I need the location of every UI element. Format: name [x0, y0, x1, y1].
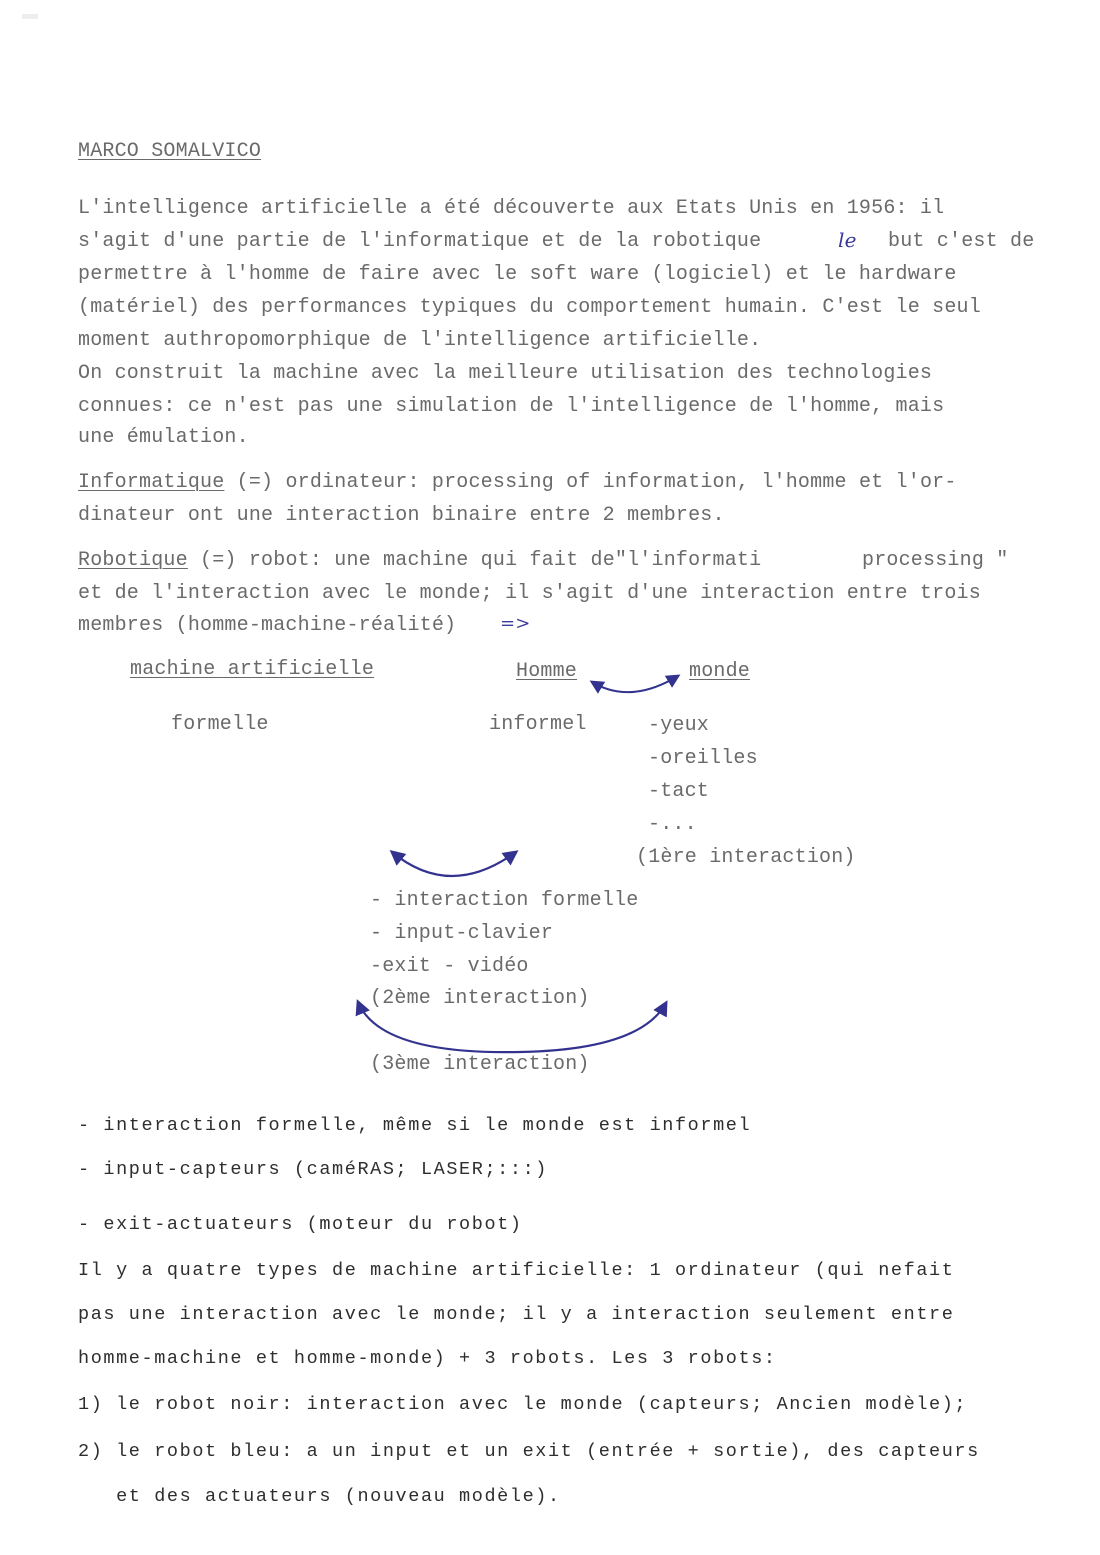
intro-line-7: connues: ce n'est pas une simulation de l'intelligence de l'homme, mais: [78, 395, 945, 418]
monde-header: monde: [689, 660, 751, 683]
types-para-line: pas une interaction avec le monde; il y a interaction seulement entre: [78, 1304, 955, 1325]
types-para-line: Il y a quatre types de machine artificielle: 1 ordinateur (qui nefait: [78, 1260, 955, 1281]
formelle-label: formelle: [171, 713, 269, 736]
second-list-item: - interaction formelle: [370, 889, 639, 912]
handwritten-arrow: =>: [500, 613, 531, 634]
intro-line-4: (matériel) des performances typiques du comportement humain. C'est le seul: [78, 296, 981, 319]
robotique-line-2: et de l'interaction avec le monde; il s'agit d'une interaction entre trois: [78, 582, 981, 605]
types-para-line: homme-machine et homme-monde) + 3 robots. Les 3 robots:: [78, 1348, 777, 1369]
intro-line-3: permettre à l'homme de faire avec le soft ware (logiciel) et le hardware: [78, 263, 957, 286]
bottom-item: - exit-actuateurs (moteur du robot): [78, 1214, 523, 1235]
sense-item: -tact: [648, 780, 710, 803]
scan-mark: [22, 14, 38, 19]
robotique-term: Robotique: [78, 549, 188, 572]
sense-item: -yeux: [648, 714, 710, 737]
bottom-item: - input-capteurs (caméRAS; LASER;:::): [78, 1159, 548, 1180]
informel-label: informel: [489, 713, 587, 736]
homme-header: Homme: [516, 660, 578, 683]
second-interaction-label: (2ème interaction): [370, 987, 590, 1010]
bottom-item: - interaction formelle, même si le monde est informel: [78, 1115, 752, 1136]
robotique-line-1: [78, 549, 761, 573]
robotique-rest: (=) robot: une machine qui fait de"l'informati: [187, 549, 762, 572]
sense-item: -oreilles: [648, 747, 758, 770]
author-name: MARCO SOMALVICO: [78, 140, 262, 163]
informatique-term: Informatique: [78, 471, 225, 494]
intro-line-6: On construit la machine avec la meilleure utilisation des technologies: [78, 362, 933, 385]
robotique-line-1b: processing ": [862, 549, 1009, 572]
robot-line: 2) le robot bleu: a un input et un exit (entrée + sortie), des capteurs: [78, 1441, 980, 1462]
machine-header: machine artificielle: [130, 658, 375, 681]
intro-line-1: L'intelligence artificielle a été découverte aux Etats Unis en 1956: il: [78, 197, 945, 220]
intro-line-2: s'agit d'une partie de l'informatique et de la robotique: [78, 230, 762, 253]
informatique-line-1: [78, 471, 957, 495]
second-list-item: - input-clavier: [370, 922, 554, 945]
second-list-item: -exit - vidéo: [370, 955, 529, 978]
informatique-rest: (=) ordinateur: processing of information, l'homme et l'or-: [224, 471, 957, 494]
robotique-line-3: membres (homme-machine-réalité): [78, 614, 457, 637]
first-interaction-label: (1ère interaction): [636, 846, 856, 869]
curved-arrow-icon: [392, 852, 516, 876]
intro-line-2b: but c'est de: [888, 230, 1035, 253]
intro-line-8: une émulation.: [78, 426, 249, 449]
robot-line: et des actuateurs (nouveau modèle).: [78, 1486, 561, 1507]
third-interaction-label: (3ème interaction): [370, 1053, 590, 1076]
robot-line: 1) le robot noir: interaction avec le monde (capteurs; Ancien modèle);: [78, 1394, 968, 1415]
intro-line-5: moment authropomorphique de l'intelligence artificielle.: [78, 329, 762, 352]
sense-item: -...: [648, 813, 697, 836]
informatique-line-2: dinateur ont une interaction binaire entre 2 membres.: [78, 504, 725, 527]
curved-arrow-icon: [592, 676, 678, 692]
handwritten-le: le: [838, 228, 857, 252]
